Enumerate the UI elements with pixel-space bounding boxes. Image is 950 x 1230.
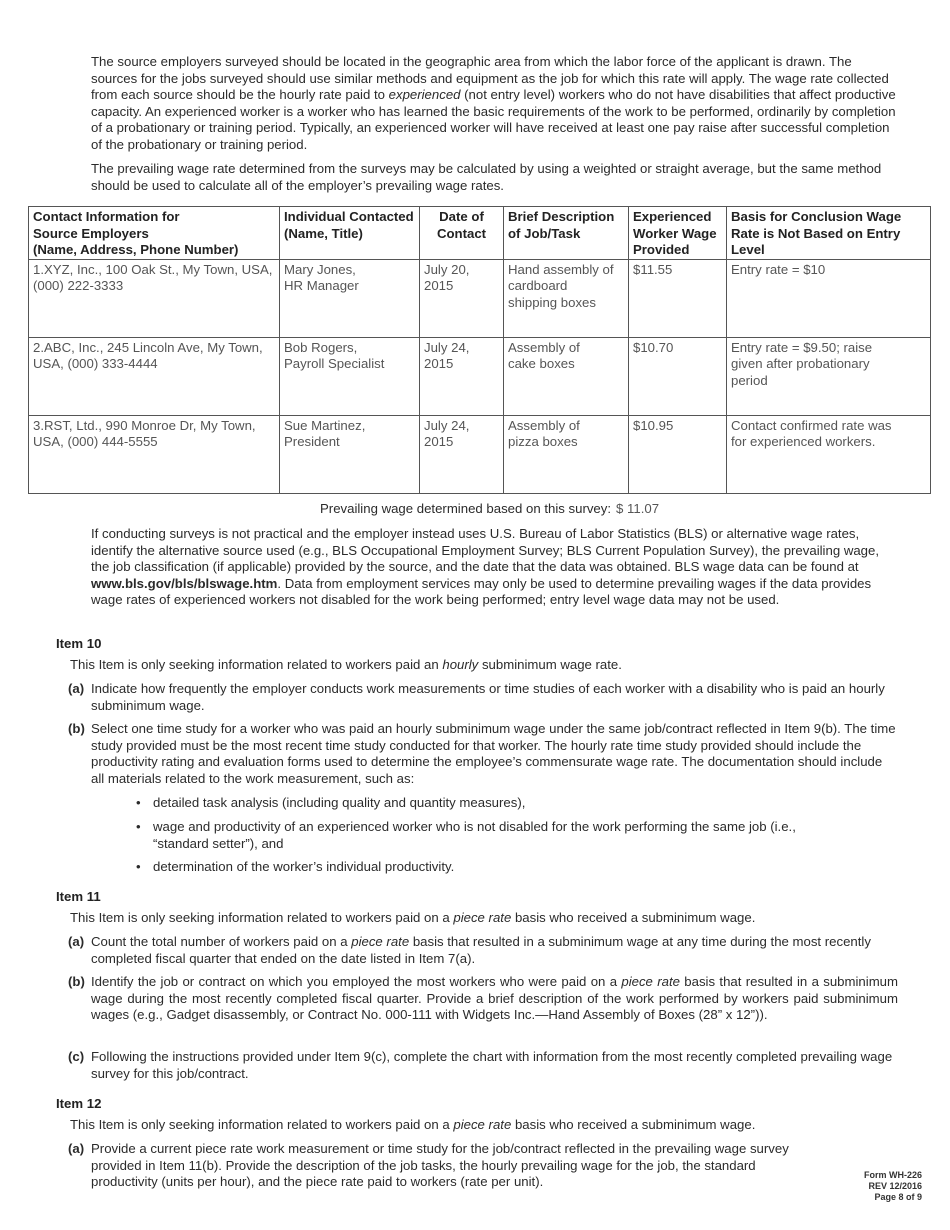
bullet-icon: • (136, 795, 141, 810)
bls-wage-link[interactable]: www.bls.gov/bls/blswage.htm (91, 575, 278, 591)
item-11-a (68, 934, 898, 967)
item-11-b (68, 974, 898, 1024)
list-item (136, 859, 826, 876)
footer-form-number: Form WH-226 (863, 1170, 922, 1180)
header-basis-label: Basis for Conclusion Wage Rate is Not Based on Entry Level (731, 209, 902, 257)
cell-individual-text: Bob Rogers, Payroll Specialist (284, 339, 385, 371)
item-11-a-text (91, 934, 898, 967)
form-footer (864, 1170, 922, 1203)
item-11-intro-em: piece rate (453, 910, 512, 925)
item-10-a-label: (a) (68, 681, 85, 696)
item-11-a-em: piece rate (351, 934, 410, 949)
cell-wage-text: $10.95 (633, 417, 674, 433)
item-11-b-text (91, 974, 898, 1024)
cell-description-text: Assembly of pizza boxes (508, 417, 580, 449)
cell-wage-text: $10.70 (633, 339, 674, 355)
item-11-a-text-1: Count the total number of workers paid on a (91, 934, 352, 949)
cell-individual (280, 415, 420, 493)
bls-text-a: If conducting surveys is not practical and the employer instead uses U.S. Bureau of Labor Statistics (BLS) or alternative wage rates, identify the alternative source used (e.g., BLS Occupational Employment Survey; BLS Current Population Survey), the prevailing wage, the job classification (if applicable) provided by the source, and the date that the data was obtained. BLS wage data can be found at (91, 526, 880, 574)
header-wage-label: Experienced Worker Wage Provided (633, 209, 717, 257)
item-10-b (68, 721, 898, 787)
item-10-intro (70, 657, 622, 674)
intro-paragraph-2: The prevailing wage rate determined from the surveys may be calculated by using a weighted or straight average, but the same method should be used to calculate all of the employer’s prevailing wage rates. (91, 161, 882, 193)
header-basis-for-conclusion (727, 207, 931, 260)
item-12-intro-em: piece rate (453, 1117, 512, 1132)
item-11-a-text-2: basis that resulted in a subminimum wage at any time during the most recently completed fiscal quarter that ended on the date listed in Item 7(a). (91, 934, 871, 966)
cell-description-text: Hand assembly of cardboard shipping boxes (508, 261, 614, 310)
footer-revision: REV 12/2016 (868, 1181, 922, 1191)
intro-paragraph-1 (91, 54, 897, 153)
item-11-b-text-1: Identify the job or contract on which you employed the most workers who were paid on a (91, 974, 622, 989)
cell-basis-text: Entry rate = $10 (731, 261, 826, 277)
cell-basis-text: Entry rate = $9.50; raise given after probationary period (731, 339, 873, 388)
cell-date-text: July 24, 2015 (424, 417, 470, 449)
cell-basis (727, 337, 931, 415)
item-11-b-label: (b) (68, 974, 85, 989)
bullet-text: wage and productivity of an experienced worker who is not disabled for the work performing the same job (i.e., “standard setter”), and (153, 819, 796, 851)
item-10-intro-a: This Item is only seeking information related to workers paid an (70, 657, 443, 672)
header-date-of-contact (420, 207, 504, 260)
item-11-b-text-2: basis that resulted in a subminimum wage during the most recently completed fiscal quarter. Provide a brief description of the work performed by workers paid subminimum wages (e.g., Gadget disassembly, or Contract No. 000-111 with Widgets Inc.—Hand Assembly of Boxes (28” x 12”)). (91, 974, 898, 1022)
item-10-heading: Item 10 (56, 636, 102, 651)
header-experienced-wage (629, 207, 727, 260)
item-10-b-label: (b) (68, 721, 85, 736)
bullet-icon: • (136, 819, 141, 834)
header-individual-contacted (280, 207, 420, 260)
intro-text-emphasis: experienced (388, 87, 461, 102)
list-item (136, 795, 826, 812)
cell-individual (280, 337, 420, 415)
cell-date (420, 415, 504, 493)
item-11-intro (70, 910, 755, 927)
cell-individual-text: Mary Jones, HR Manager (284, 261, 359, 293)
table-row (29, 259, 931, 337)
table-row (29, 415, 931, 493)
item-11-a-label: (a) (68, 934, 85, 949)
cell-wage (629, 337, 727, 415)
bls-text-b: . Data from employment services may only be used to determine prevailing wages if the data provides wage rates of experienced workers not disabled for the work being performed; entry level wage data may not be used. (91, 575, 872, 607)
item-11-intro-b: basis who received a subminimum wage. (511, 910, 756, 925)
item-11-heading: Item 11 (56, 889, 101, 904)
cell-contact-text: 1.XYZ, Inc., 100 Oak St., My Town, USA, (000) 222-3333 (33, 261, 273, 293)
determined-value: $ 11.07 (616, 501, 660, 516)
footer-page-number: Page 8 of 9 (874, 1192, 922, 1202)
item-12-intro-b: basis who received a subminimum wage. (511, 1117, 756, 1132)
item-11-c-text: Following the instructions provided under Item 9(c), complete the chart with information from the most recently completed prevailing wage survey for this job/contract. (91, 1049, 893, 1081)
header-individual-label: Individual Contacted (Name, Title) (284, 209, 414, 241)
cell-contact (29, 259, 280, 337)
item-12-heading: Item 12 (56, 1096, 102, 1111)
cell-individual-text: Sue Martinez, President (284, 417, 366, 449)
cell-basis (727, 415, 931, 493)
cell-contact (29, 415, 280, 493)
cell-description (504, 337, 629, 415)
intro-text-a: The source employers surveyed should be located in the geographic area from which the labor force of the applicant is drawn. The sources for the jobs surveyed should use similar methods and equipment as the job for which this rate will apply. The wage rate collected from each source should be the hourly rate paid to (91, 54, 889, 102)
cell-date-text: July 20, 2015 (424, 261, 470, 293)
cell-wage (629, 259, 727, 337)
header-contact-label: Contact Information for Source Employers (Name, Address, Phone Number) (33, 209, 239, 257)
cell-description-text: Assembly of cake boxes (508, 339, 580, 371)
prevailing-wage-determined (320, 501, 659, 518)
header-description-label: Brief Description of Job/Task (508, 209, 615, 241)
table-header-row (29, 207, 931, 260)
bullet-icon: • (136, 859, 141, 874)
item-11-c (68, 1049, 898, 1082)
item-11-intro-a: This Item is only seeking information related to workers paid on a (70, 910, 454, 925)
header-date-label: Date of Contact (436, 209, 487, 241)
cell-contact (29, 337, 280, 415)
cell-description (504, 259, 629, 337)
header-contact-information (29, 207, 280, 260)
header-job-description (504, 207, 629, 260)
cell-description (504, 415, 629, 493)
item-12-a (68, 1141, 813, 1191)
item-12-a-text: Provide a current piece rate work measurement or time study for the job/contract reflected in the prevailing wage survey provided in Item 11(b). Provide the description of the job tasks, the hourly prevailing wage for the job, the standard productivity (units per hour), and the piece rate paid to workers (rate per unit). (91, 1141, 789, 1189)
item-10-b-text: Select one time study for a worker who was paid an hourly subminimum wage under the same job/contract reflected in Item 9(b). The time study provided must be the most recent time study conducted for that worker. The hourly rate time study provided should include the productivity rating and evaluation forms used to determine the employee’s commensurate wage rate. The documentation should include all materials related to the work measurement, such as: (91, 721, 896, 786)
determined-label: Prevailing wage determined based on this survey: (320, 501, 612, 516)
cell-basis-text: Contact confirmed rate was for experienced workers. (731, 417, 892, 449)
cell-date-text: July 24, 2015 (424, 339, 470, 371)
cell-contact-text: 3.RST, Ltd., 990 Monroe Dr, My Town, USA, (000) 444-5555 (33, 417, 256, 449)
item-10-intro-b: subminimum wage rate. (478, 657, 622, 672)
item-10-intro-em: hourly (442, 657, 479, 672)
cell-contact-text: 2.ABC, Inc., 245 Lincoln Ave, My Town, USA, (000) 333-4444 (33, 339, 263, 371)
bls-paragraph (91, 526, 897, 609)
item-11-c-label: (c) (68, 1049, 85, 1064)
cell-basis (727, 259, 931, 337)
intro-text-b: (not entry level) workers who do not have disabilities that affect productive capacity. An experienced worker is a worker who has learned the basic requirements of the work to be performed, ordinarily by completion of a probationary or training period. Typically, an experienced worker will have received at least one pay raise after successful completion of the probationary or training period. (91, 87, 896, 152)
cell-date (420, 259, 504, 337)
item-12-intro-a: This Item is only seeking information related to workers paid on a (70, 1117, 454, 1132)
cell-wage (629, 415, 727, 493)
item-10-a-text: Indicate how frequently the employer conducts work measurements or time studies of each worker with a disability who is paid an hourly subminimum wage. (91, 681, 885, 713)
item-10-a (68, 681, 898, 714)
bullet-text: determination of the worker’s individual productivity. (153, 859, 455, 874)
item-11-b-em: piece rate (621, 974, 680, 989)
item-12-intro (70, 1117, 755, 1134)
cell-date (420, 337, 504, 415)
item-12-a-label: (a) (68, 1141, 85, 1156)
cell-individual (280, 259, 420, 337)
prevailing-wage-survey-table (28, 206, 931, 494)
list-item (136, 819, 826, 852)
cell-wage-text: $11.55 (633, 261, 673, 277)
bullet-text: detailed task analysis (including quality and quantity measures), (153, 795, 526, 810)
table-row (29, 337, 931, 415)
